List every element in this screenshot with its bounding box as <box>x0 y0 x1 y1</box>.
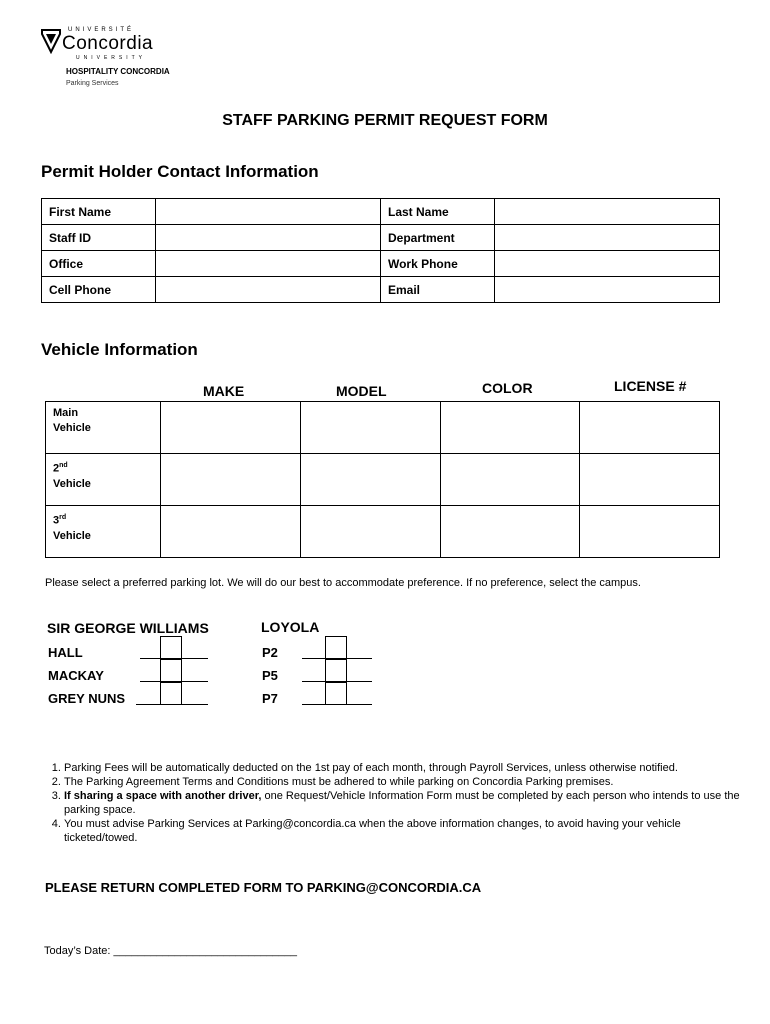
second-license-field[interactable] <box>580 454 720 506</box>
staff-id-label: Staff ID <box>42 225 156 251</box>
sgw-heading: SIR GEORGE WILLIAMS <box>47 620 209 636</box>
lot-mackay-label: MACKAY <box>48 668 104 683</box>
email-field[interactable] <box>494 277 719 303</box>
table-row <box>46 506 720 558</box>
vehicle-heading: Vehicle Information <box>41 340 198 359</box>
contact-table <box>41 198 720 303</box>
row-label-line1: 3 <box>53 514 60 527</box>
main-make-field[interactable] <box>161 402 301 454</box>
return-instruction: PLEASE RETURN COMPLETED FORM TO PARKING@CONCORDIA.CA <box>45 880 482 895</box>
first-name-label: First Name <box>42 199 156 225</box>
third-license-field[interactable] <box>580 506 720 558</box>
second-model-field[interactable] <box>300 454 440 506</box>
row-label-line1: 2 <box>53 462 60 475</box>
list-item <box>64 789 754 817</box>
loyola-heading: LOYOLA <box>261 619 320 635</box>
table-row <box>46 402 720 454</box>
second-make-field[interactable] <box>161 454 301 506</box>
table-row <box>42 225 720 251</box>
third-color-field[interactable] <box>440 506 580 558</box>
work-phone-field[interactable] <box>494 251 719 277</box>
row-label-line2: Vehicle <box>53 422 91 434</box>
rules-list <box>44 761 754 845</box>
p7-checkbox[interactable] <box>325 682 347 705</box>
row-label-ordinal: rd <box>59 514 67 521</box>
third-vehicle-label <box>46 506 161 558</box>
todays-date-field[interactable]: Today’s Date: ______________________________ <box>44 945 298 957</box>
logo-wordmark: Concordia <box>62 33 154 54</box>
p5-checkbox[interactable] <box>325 659 347 682</box>
office-label: Office <box>42 251 156 277</box>
list-item <box>64 761 754 775</box>
table-row <box>42 199 720 225</box>
main-vehicle-label <box>46 402 161 454</box>
vehicle-table <box>45 401 720 558</box>
main-model-field[interactable] <box>300 402 440 454</box>
rule-text: You must advise Parking Services at Parking@concordia.ca when the above information changes, to avoid having your vehicle ticketed/towed. <box>64 818 681 844</box>
lot-p7-label: P7 <box>262 691 278 706</box>
third-make-field[interactable] <box>161 506 301 558</box>
table-row <box>42 277 720 303</box>
license-column-header: LICENSE # <box>614 378 687 394</box>
second-vehicle-label <box>46 454 161 506</box>
department-field[interactable] <box>494 225 719 251</box>
rule-bold-text: If sharing a space with another driver, <box>64 790 262 802</box>
p2-checkbox[interactable] <box>325 636 347 659</box>
concordia-logo <box>40 24 240 94</box>
concordia-crest-icon <box>40 28 62 54</box>
third-model-field[interactable] <box>300 506 440 558</box>
lot-p2-label: P2 <box>262 645 278 660</box>
logo-university-sub: UNIVERSITY <box>76 55 147 61</box>
rule-text: Parking Fees will be automatically deducted on the 1st pay of each month, through Payroll Services, unless otherwise notified. <box>64 762 678 774</box>
hall-checkbox[interactable] <box>160 636 182 659</box>
last-name-label: Last Name <box>380 199 494 225</box>
rule-text: The Parking Agreement Terms and Conditions must be adhered to while parking on Concordia Parking premises. <box>64 776 614 788</box>
main-color-field[interactable] <box>440 402 580 454</box>
model-column-header: MODEL <box>336 383 387 399</box>
cell-phone-field[interactable] <box>155 277 380 303</box>
parking-instruction: Please select a preferred parking lot. We will do our best to accommodate preference. If no preference, select the campus. <box>45 577 641 589</box>
lot-grey-nuns-label: GREY NUNS <box>48 691 126 706</box>
first-name-field[interactable] <box>155 199 380 225</box>
department-name: HOSPITALITY CONCORDIA <box>66 67 170 76</box>
office-field[interactable] <box>155 251 380 277</box>
work-phone-label: Work Phone <box>380 251 494 277</box>
row-label-line2: Vehicle <box>53 477 91 490</box>
table-row <box>42 251 720 277</box>
unit-name: Parking Services <box>66 80 119 87</box>
email-label: Email <box>380 277 494 303</box>
table-row <box>46 454 720 506</box>
row-label-line2: Vehicle <box>53 529 91 542</box>
lot-hall-label: HALL <box>48 645 83 660</box>
make-column-header: MAKE <box>203 383 245 399</box>
lot-p5-label: P5 <box>262 668 278 683</box>
second-color-field[interactable] <box>440 454 580 506</box>
row-label-ordinal: nd <box>59 462 68 469</box>
rule-text: one Request/Vehicle Information Form must be completed by each person who intends to use the parking space. <box>64 790 740 816</box>
row-label-line1: Main <box>53 407 79 419</box>
main-license-field[interactable] <box>580 402 720 454</box>
list-item <box>64 775 754 789</box>
department-label: Department <box>380 225 494 251</box>
color-column-header: COLOR <box>482 380 533 396</box>
cell-phone-label: Cell Phone <box>42 277 156 303</box>
contact-heading: Permit Holder Contact Information <box>41 162 319 181</box>
logo-university-text: UNIVERSITÉ <box>68 27 135 33</box>
grey-nuns-checkbox[interactable] <box>160 682 182 705</box>
staff-id-field[interactable] <box>155 225 380 251</box>
list-item <box>64 817 754 845</box>
form-title: STAFF PARKING PERMIT REQUEST FORM <box>222 112 548 129</box>
last-name-field[interactable] <box>494 199 719 225</box>
mackay-checkbox[interactable] <box>160 659 182 682</box>
